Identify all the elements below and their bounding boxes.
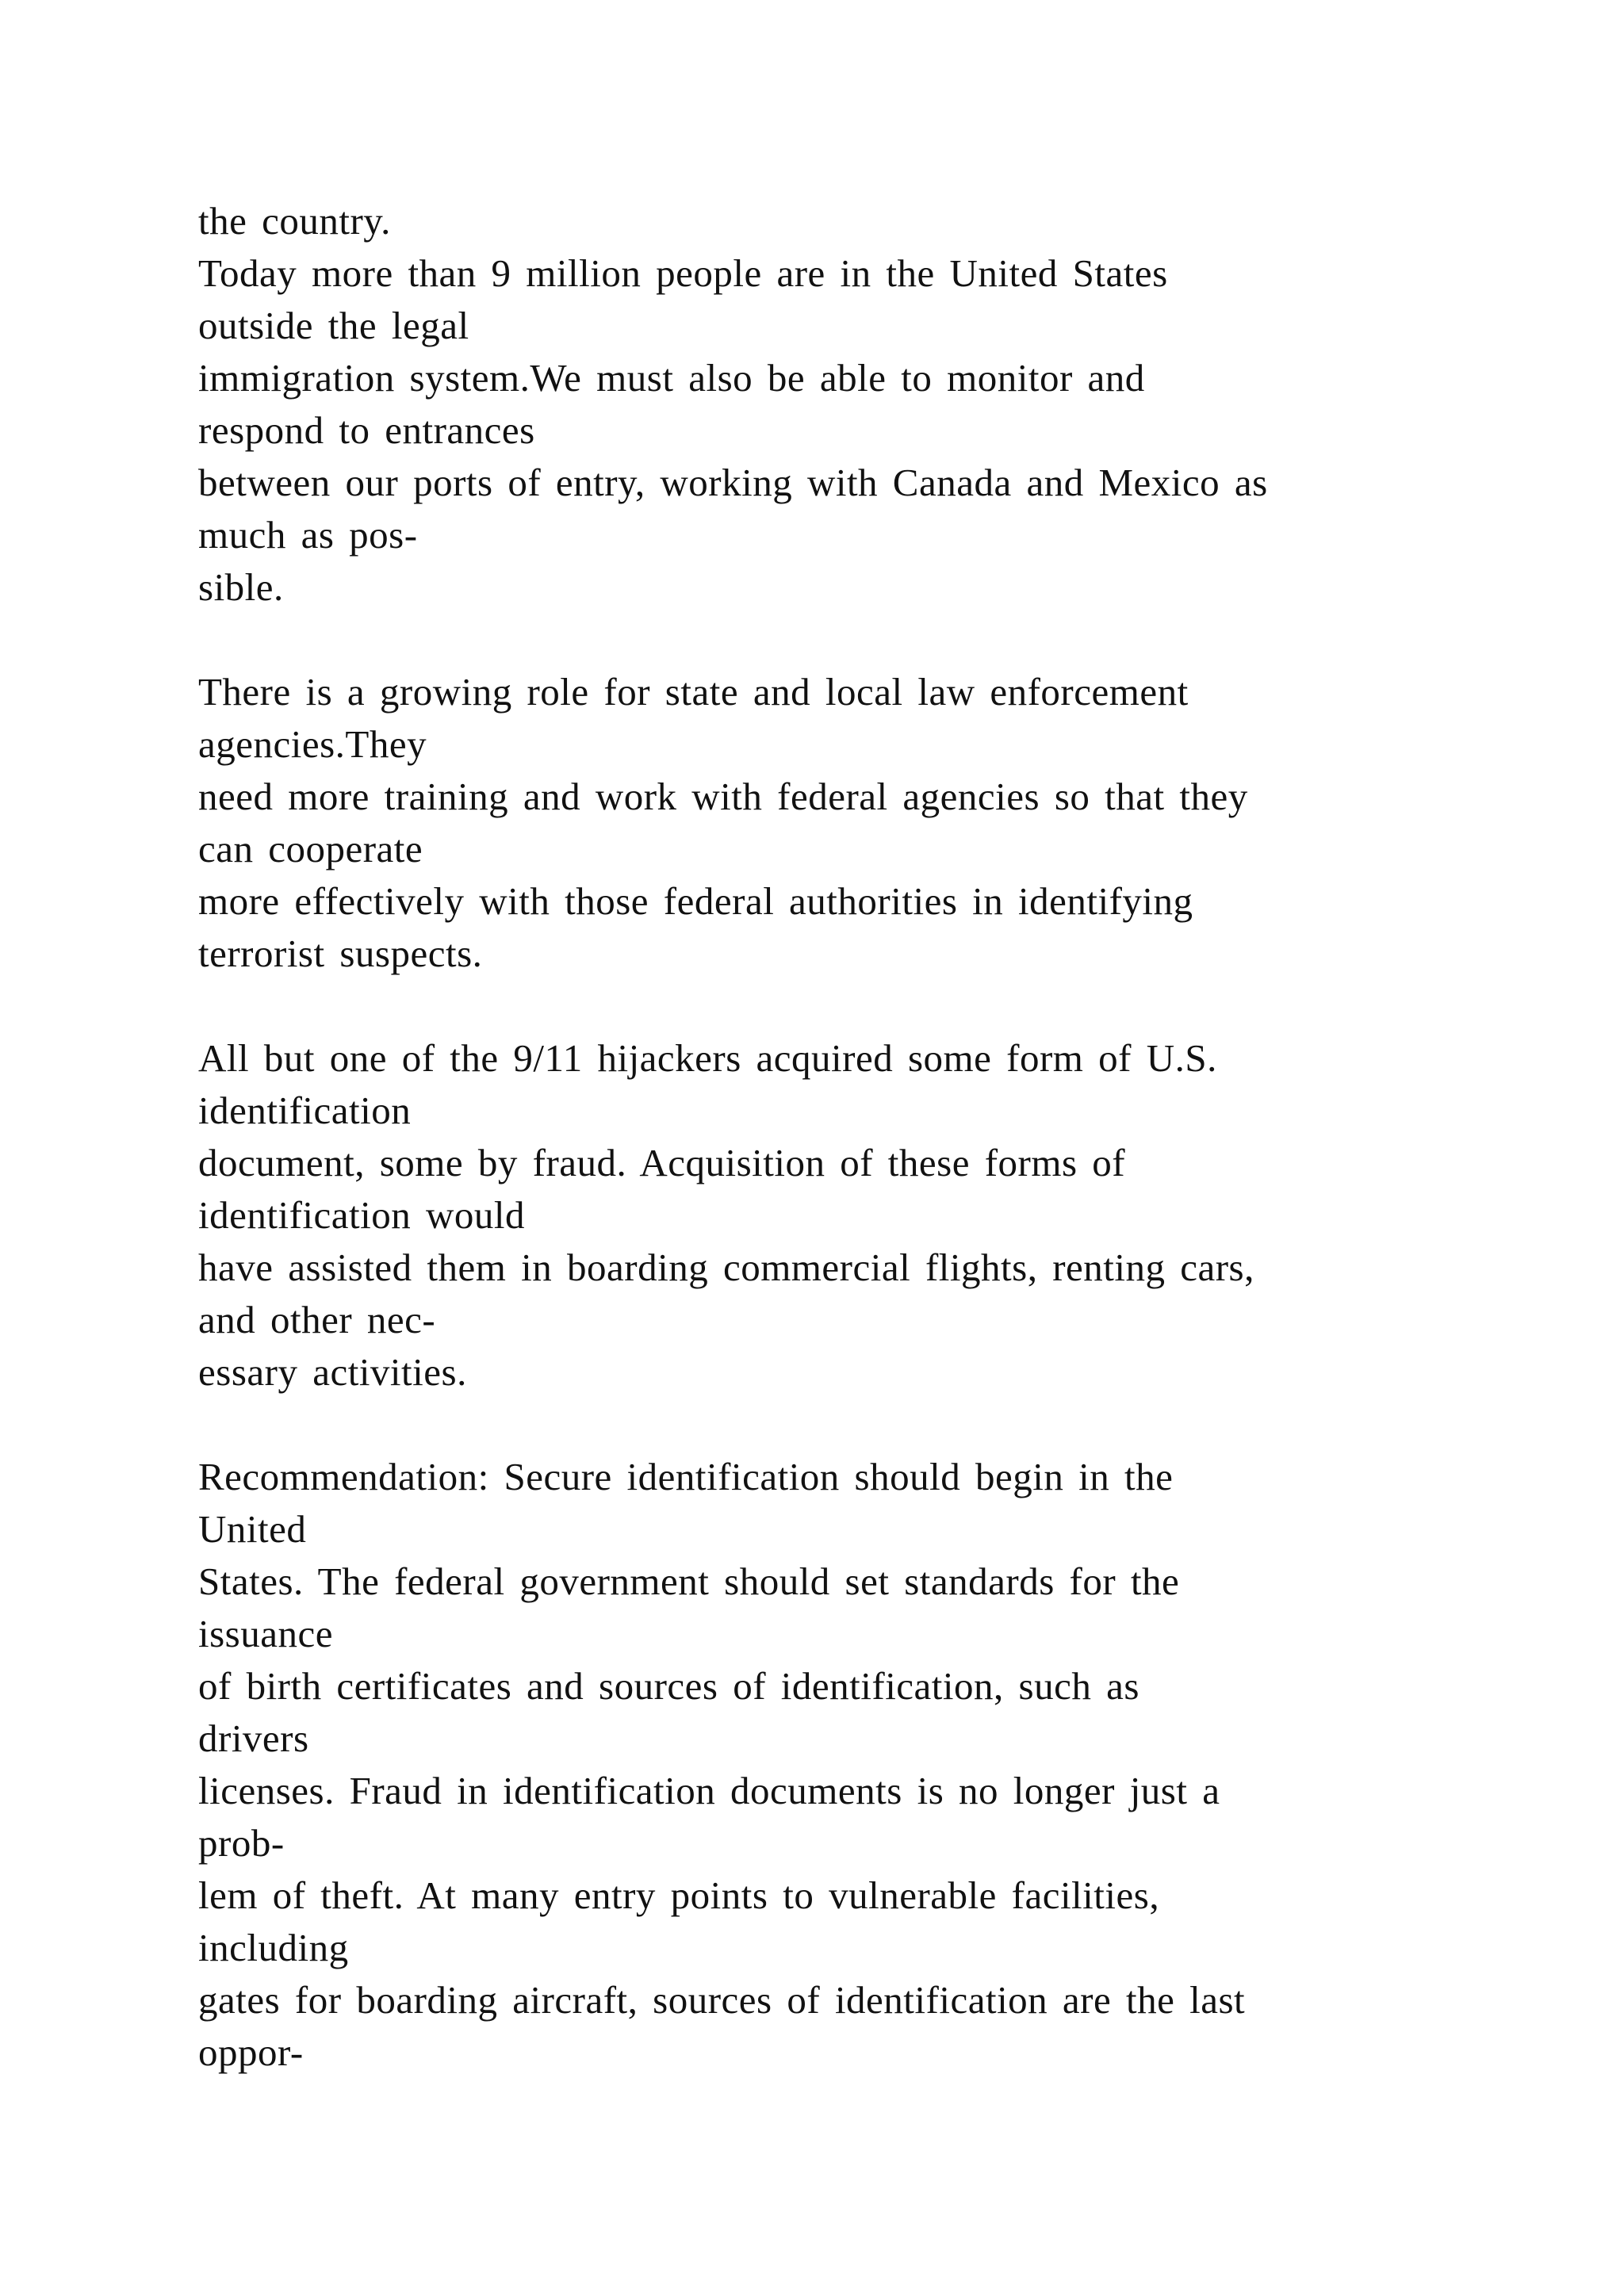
text-line: prob-: [198, 1821, 285, 1865]
text-line: agencies.They: [198, 722, 427, 766]
paragraph-break: [198, 1399, 1499, 1451]
body-text: [198, 195, 1499, 2079]
text-line: United: [198, 1507, 307, 1551]
text-line: more effectively with those federal authorities in identifying: [198, 879, 1193, 923]
text-line: including: [198, 1926, 349, 1969]
text-line: much as pos-: [198, 513, 418, 557]
text-line: can cooperate: [198, 827, 423, 871]
text-line: identification: [198, 1089, 412, 1132]
text-line: of birth certificates and sources of identification, such as: [198, 1664, 1139, 1708]
text-line: All but one of the 9/11 hijackers acquired some form of U.S.: [198, 1036, 1217, 1080]
text-line: licenses. Fraud in identification documents is no longer just a: [198, 1769, 1220, 1812]
text-line: and other nec-: [198, 1298, 436, 1341]
text-line: identification would: [198, 1193, 525, 1237]
paragraph-break: [198, 980, 1499, 1032]
text-line: lem of theft. At many entry points to vulnerable facilities,: [198, 1873, 1160, 1917]
text-line: the country.: [198, 199, 391, 243]
text-line: between our ports of entry, working with Canada and Mexico as: [198, 461, 1268, 504]
text-line: There is a growing role for state and local law enforcement: [198, 670, 1189, 714]
paragraph-break: [198, 614, 1499, 666]
text-line: have assisted them in boarding commercial flights, renting cars,: [198, 1246, 1254, 1289]
text-line: essary activities.: [198, 1350, 467, 1394]
text-line: sible.: [198, 565, 284, 609]
text-line: respond to entrances: [198, 408, 535, 452]
text-line: immigration system.We must also be able to monitor and: [198, 356, 1145, 400]
text-line: document, some by fraud. Acquisition of these forms of: [198, 1141, 1126, 1184]
text-line: outside the legal: [198, 304, 469, 347]
text-line: States. The federal government should set standards for the: [198, 1559, 1180, 1603]
text-line: oppor-: [198, 2030, 304, 2074]
text-line: issuance: [198, 1612, 333, 1655]
text-line: gates for boarding aircraft, sources of identification are the last: [198, 1978, 1246, 2022]
text-line: need more training and work with federal agencies so that they: [198, 775, 1248, 818]
text-line: Today more than 9 million people are in the United States: [198, 251, 1168, 295]
text-line: terrorist suspects.: [198, 932, 483, 975]
text-line: Recommendation: Secure identification should begin in the: [198, 1455, 1174, 1498]
text-line: drivers: [198, 1716, 309, 1760]
